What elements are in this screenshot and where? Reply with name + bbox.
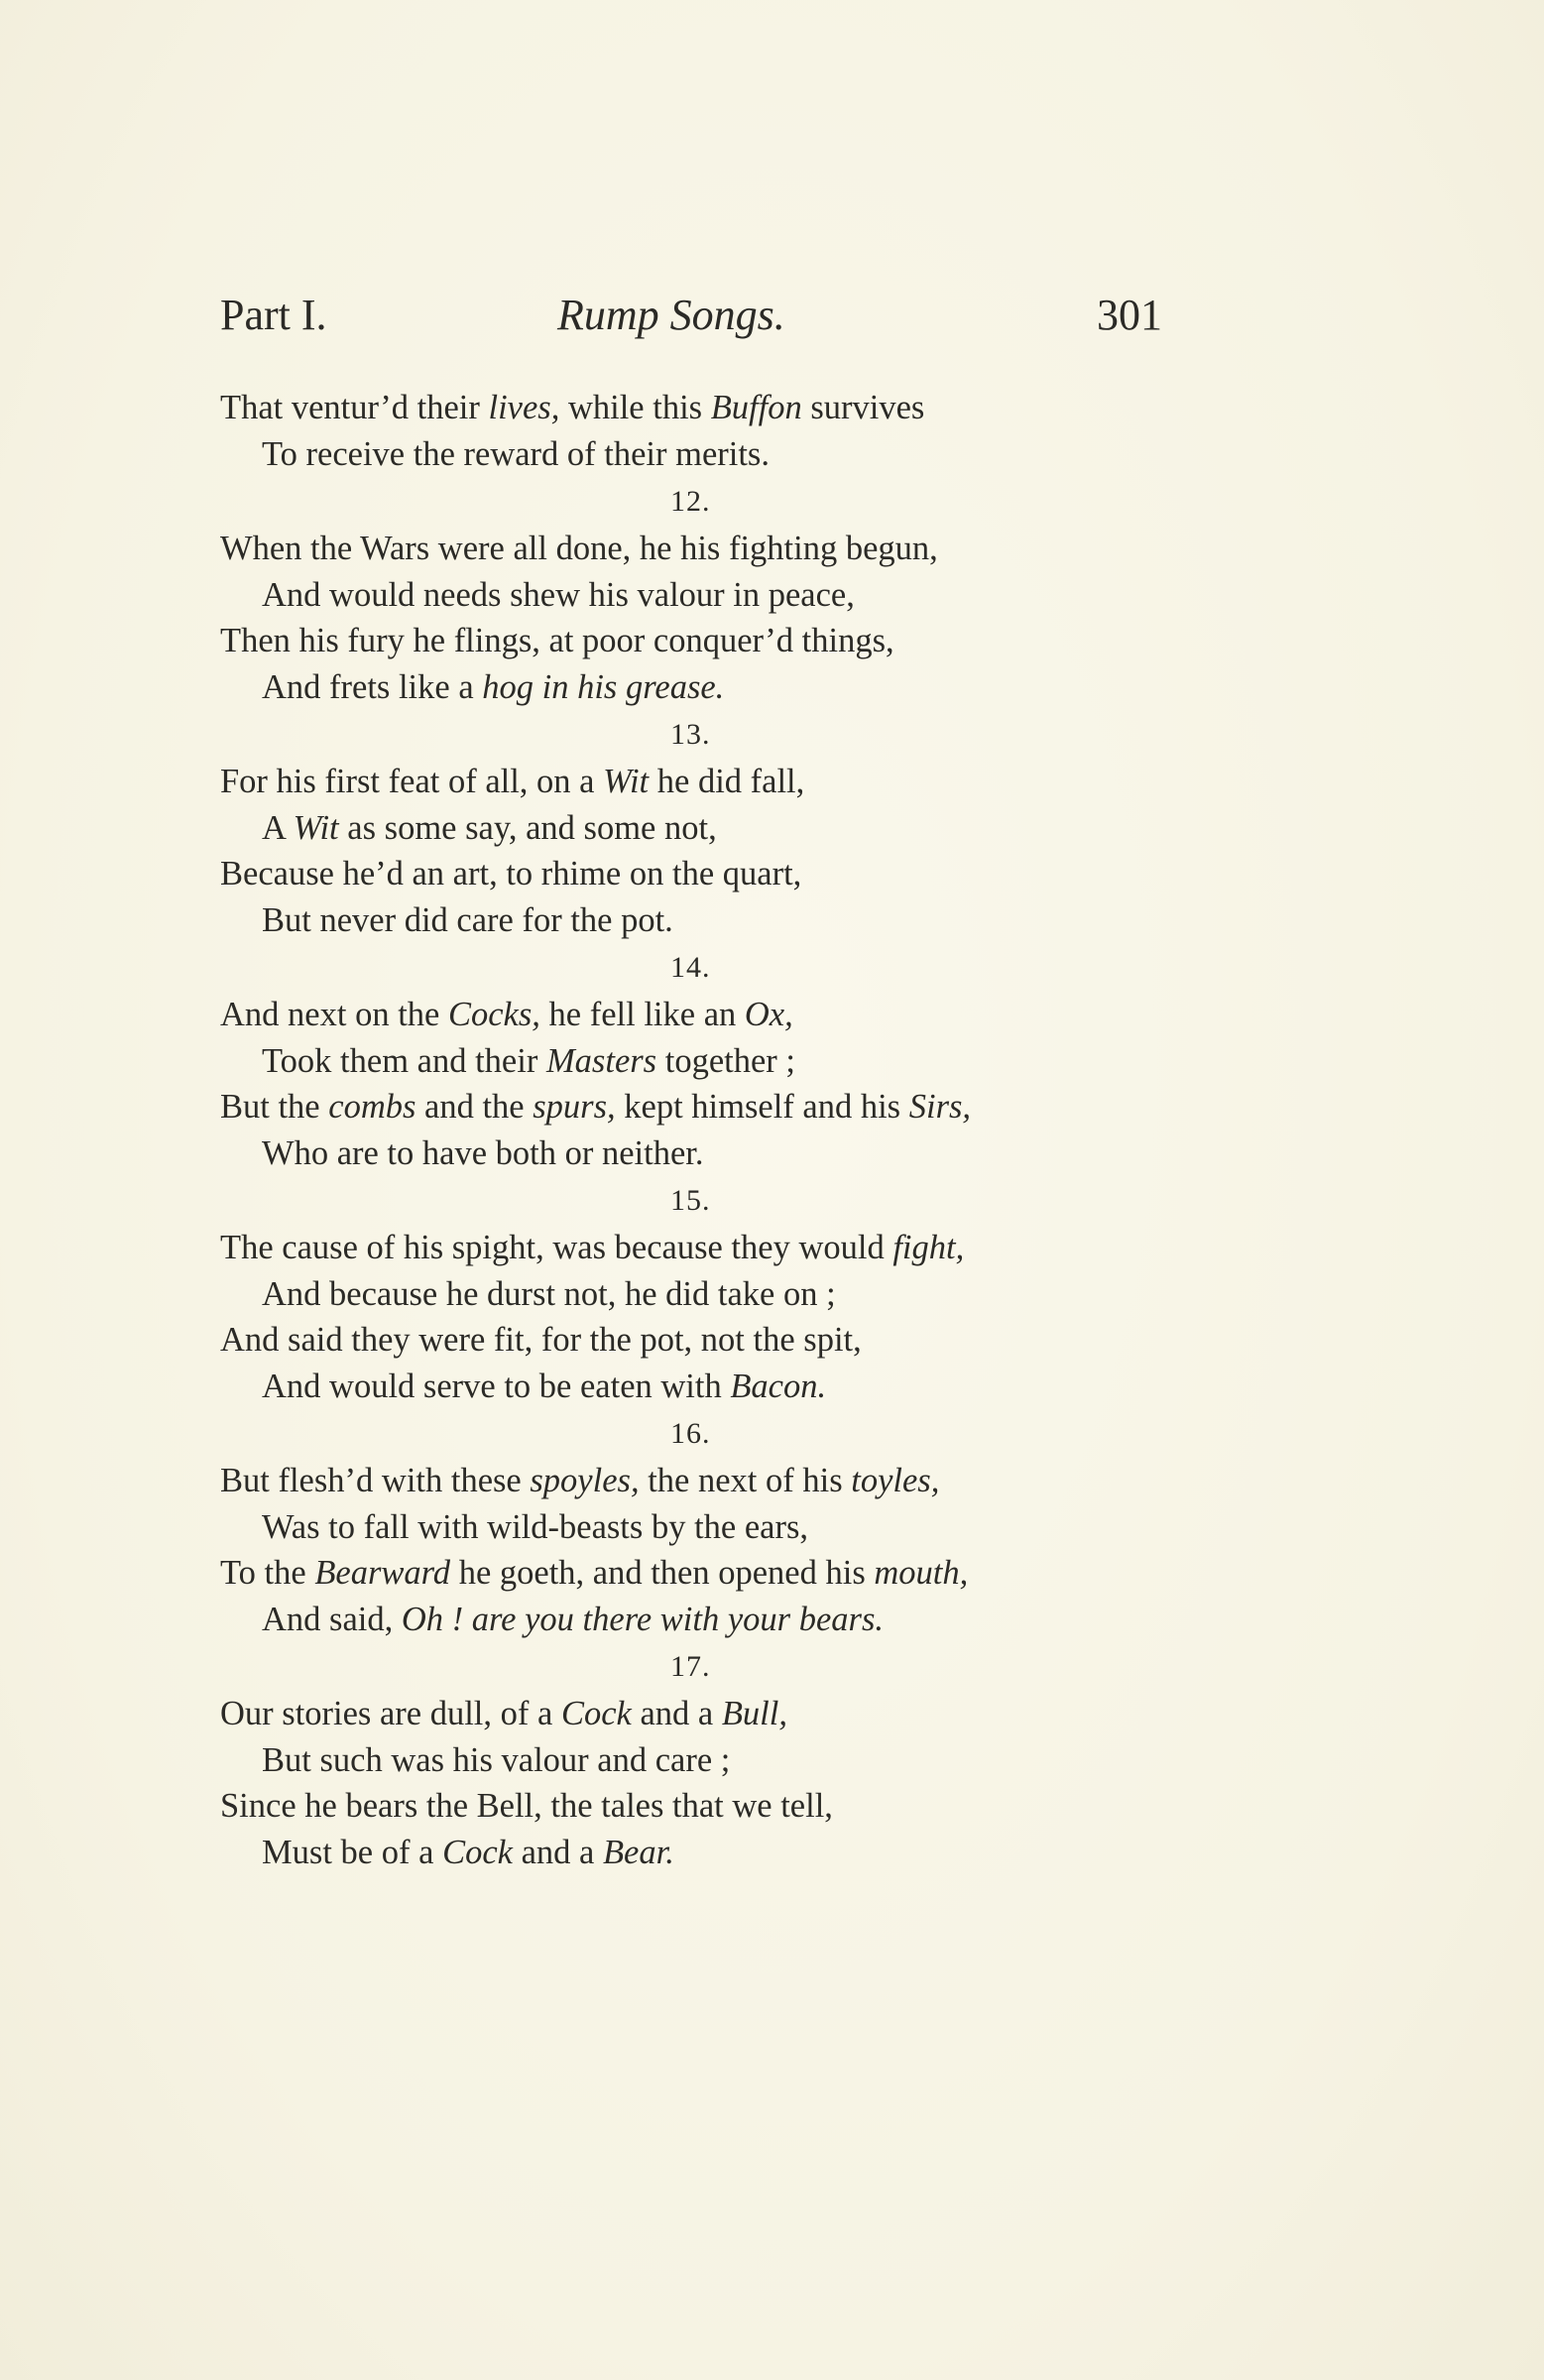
verse-line [220,618,1172,664]
italic-text: fight, [892,1229,965,1266]
italic-text: Cocks, [447,996,540,1033]
verse-text: he goeth, and then opened his [450,1554,875,1592]
verse-line [220,805,1172,852]
verse-text: as some say, and some not, [338,808,717,847]
verse-text: The cause of his spight, was because they would [220,1229,893,1266]
verse-text: And would needs shew his valour in peace, [262,575,855,614]
verse-line [220,526,1172,572]
verse-line [220,1830,1172,1876]
italic-text: Bacon. [730,1367,827,1405]
verse-text: And next on the [220,996,448,1033]
verse-line [220,664,1172,711]
italic-text: mouth, [874,1554,969,1592]
verse-text: Because he’d an art, to rhime on the quart, [220,855,802,892]
verse-text: and a [631,1695,722,1732]
verse-text: Since he bears the Bell, the tales that we tell, [220,1787,833,1825]
verse-line [220,1364,1172,1410]
verse-text: and a [512,1833,603,1871]
verse-line [220,385,1172,431]
verse-text: and the [416,1088,534,1126]
italic-text: spoyles, [530,1462,640,1499]
italic-text: Ox, [744,996,793,1033]
verse-text: Was to fall with wild-beasts by the ears, [262,1507,809,1546]
italic-text: toyles, [851,1462,940,1499]
verse-text: And said they were fit, for the pot, not the spit, [220,1321,862,1359]
verse-text: And said, [262,1600,402,1638]
verse-line [220,1317,1172,1364]
verse-line [220,1271,1172,1318]
verse-line [220,572,1172,619]
verse-line [220,1783,1172,1830]
verse-text: That ventur’d their [220,389,489,426]
verse-line [220,1597,1172,1643]
italic-text: lives, [488,389,560,426]
verse-text: Then his fury he flings, at poor conquer’d things, [220,622,894,659]
verse-text: And because he durst not, he did take on ; [262,1274,836,1313]
verse-text: And would serve to be eaten with [262,1367,731,1405]
italic-text: Sirs, [908,1088,972,1126]
italic-text: Cock [442,1833,513,1871]
verse-line [220,431,1172,478]
running-header [220,290,1162,359]
verse-text: A [262,808,294,847]
verse-line [220,1737,1172,1784]
stanza-number: 17. [670,1650,711,1683]
verse-text: When the Wars were all done, he his fighting begun, [220,530,938,567]
verse-line [220,1084,1172,1130]
stanza-number: 14. [670,951,711,984]
verse-text: while this [559,389,711,426]
verse-line [220,1550,1172,1597]
italic-text: Bearward [314,1554,451,1592]
verse-text: To receive the reward of their merits. [262,434,770,473]
verse-text: Who are to have both or neither. [262,1133,704,1172]
part-label: Part I. [220,291,327,339]
italic-text: Oh ! are you there with your bears. [401,1600,884,1638]
italic-text: Bull, [721,1695,787,1732]
verse-text: But such was his valour and care ; [262,1740,731,1779]
verse-line [220,759,1172,805]
verse-text: Took them and their [262,1041,546,1080]
verse-text: the next of his [639,1462,852,1499]
stanza-number: 12. [670,485,711,518]
verse-text: he fell like an [539,996,745,1033]
verse-line [220,1458,1172,1504]
verse-text: But never did care for the pot. [262,900,673,939]
verse-text: And frets like a [262,667,483,706]
running-title: Rump Songs. [557,291,785,339]
stanza-number: 15. [670,1184,711,1217]
verse-line [220,992,1172,1038]
verse-text: survives [801,389,925,426]
verse-line [220,897,1172,944]
verse-line [220,1130,1172,1177]
verse-text: But the [220,1088,329,1126]
verse-line [220,1225,1172,1271]
poem-body [220,385,1172,1875]
verse-line [220,851,1172,897]
italic-text: Bear. [602,1833,674,1871]
italic-text: combs [328,1088,416,1126]
verse-text: Our stories are dull, of a [220,1695,561,1732]
italic-text: hog in his grease. [482,667,725,706]
verse-text: To the [220,1554,315,1592]
italic-text: Cock [560,1695,632,1732]
verse-line [220,1504,1172,1551]
italic-text: spurs, [533,1088,616,1126]
verse-text: Must be of a [262,1833,443,1871]
stanza-number: 13. [670,718,711,751]
verse-text: For his first feat of all, on a [220,763,604,800]
verse-text: he did fall, [649,763,805,800]
page-number: 301 [1097,291,1162,339]
italic-text: Wit [603,763,650,800]
stanza-number: 16. [670,1417,711,1450]
verse-text: But flesh’d with these [220,1462,531,1499]
verse-text: kept himself and his [615,1088,909,1126]
verse-line [220,1691,1172,1737]
italic-text: Masters [545,1041,657,1080]
italic-text: Wit [293,808,339,847]
italic-text: Buffon [710,389,802,426]
verse-text: together ; [656,1041,795,1080]
verse-line [220,1038,1172,1085]
